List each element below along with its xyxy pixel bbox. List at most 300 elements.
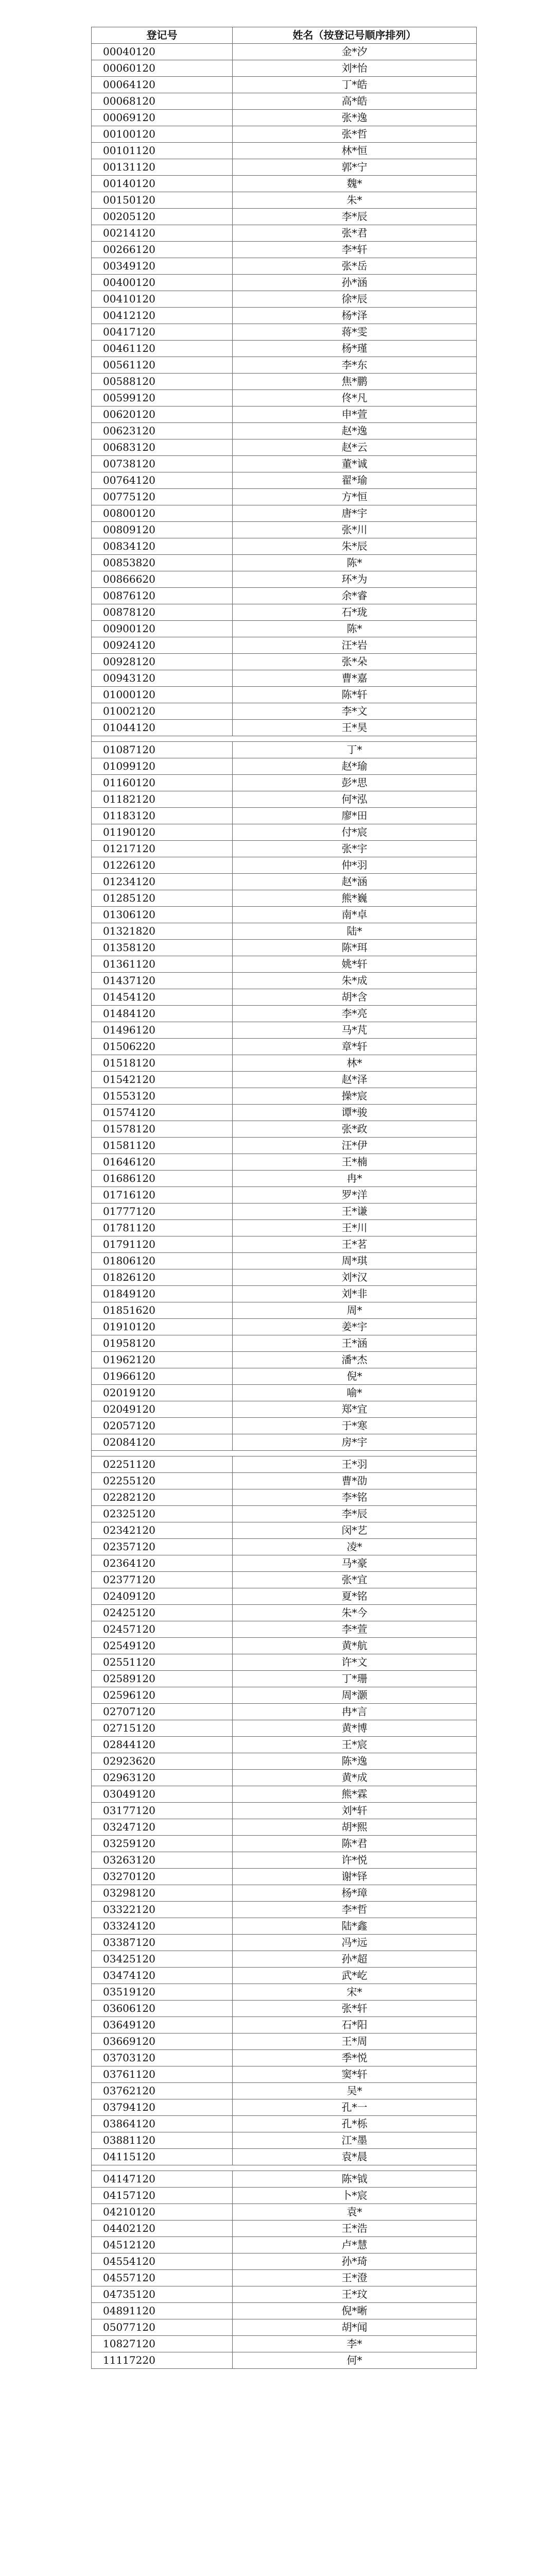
- name-cell: 丁*皓: [233, 77, 477, 93]
- registration-number-cell: 02357120: [92, 1539, 233, 1555]
- name-cell: 陈*钺: [233, 2171, 477, 2188]
- table-row: [92, 126, 477, 143]
- registration-number-cell: 00924120: [92, 637, 233, 654]
- table-row: [92, 654, 477, 670]
- table-row: [92, 357, 477, 374]
- table-row: [92, 1555, 477, 1572]
- registration-number-cell: 02457120: [92, 1621, 233, 1638]
- registration-number-cell: 01581120: [92, 1138, 233, 1154]
- name-cell: 赵*逸: [233, 423, 477, 439]
- table-row: [92, 2149, 477, 2165]
- registration-number-cell: 04554120: [92, 2253, 233, 2270]
- registration-number-cell: 01518120: [92, 1055, 233, 1072]
- table-row: [92, 1836, 477, 1852]
- registration-number-cell: 00809120: [92, 522, 233, 538]
- name-cell: 翟*瑜: [233, 472, 477, 489]
- name-cell: 陈*: [233, 621, 477, 637]
- name-cell: 张*政: [233, 1121, 477, 1138]
- registration-number-cell: 00620120: [92, 406, 233, 423]
- name-cell: 刘*轩: [233, 1803, 477, 1819]
- name-cell: 付*宸: [233, 824, 477, 841]
- table-row: [92, 1852, 477, 1869]
- table-row: [92, 1220, 477, 1236]
- group-separator: [92, 1451, 477, 1456]
- name-cell: 张*哲: [233, 126, 477, 143]
- registration-number-cell: 01553120: [92, 1088, 233, 1105]
- table-row: [92, 258, 477, 275]
- registration-number-cell: 00461120: [92, 341, 233, 357]
- table-row: [92, 1171, 477, 1187]
- registration-number-cell: 03387120: [92, 1935, 233, 1951]
- registration-number-cell: 00100120: [92, 126, 233, 143]
- table-row: [92, 176, 477, 192]
- table-row: [92, 522, 477, 538]
- table-row: [92, 1522, 477, 1539]
- name-cell: 于*寒: [233, 1418, 477, 1434]
- table-row: [92, 1770, 477, 1786]
- table-row: [92, 456, 477, 472]
- registration-number-cell: 04402120: [92, 2221, 233, 2237]
- table-row: [92, 2116, 477, 2132]
- registration-number-cell: 01321820: [92, 923, 233, 940]
- registration-number-cell: 04891120: [92, 2303, 233, 2319]
- registration-number-cell: 01578120: [92, 1121, 233, 1138]
- registration-number-cell: 01099120: [92, 758, 233, 775]
- table-row: [92, 841, 477, 857]
- table-row: [92, 2033, 477, 2050]
- registration-number-cell: 03762120: [92, 2083, 233, 2099]
- table-row: [92, 1869, 477, 1885]
- registration-number-cell: 01217120: [92, 841, 233, 857]
- registration-number-cell: 00140120: [92, 176, 233, 192]
- table-row: [92, 275, 477, 291]
- registration-number-cell: 00069120: [92, 110, 233, 126]
- table-row: [92, 2270, 477, 2286]
- name-cell: 李*辰: [233, 1506, 477, 1522]
- registration-number-cell: 02255120: [92, 1473, 233, 1489]
- table-row: [92, 1204, 477, 1220]
- table-row: [92, 1352, 477, 1368]
- name-cell: 孔*一: [233, 2099, 477, 2116]
- name-cell: 魏*: [233, 176, 477, 192]
- name-cell: 孙*涵: [233, 275, 477, 291]
- registration-number-cell: 03322120: [92, 1902, 233, 1918]
- table-row: [92, 209, 477, 225]
- name-cell: 黄*航: [233, 1638, 477, 1654]
- registration-number-cell: 00853820: [92, 555, 233, 571]
- registration-number-cell: 03606120: [92, 2001, 233, 2017]
- name-cell: 王*周: [233, 2033, 477, 2050]
- registration-number-cell: 00068120: [92, 93, 233, 110]
- name-cell: 李*轩: [233, 242, 477, 258]
- table-row: [92, 324, 477, 341]
- name-cell: 方*恒: [233, 489, 477, 505]
- name-cell: 马*芃: [233, 1022, 477, 1039]
- name-cell: 陈*君: [233, 1836, 477, 1852]
- registration-number-cell: 01234120: [92, 874, 233, 890]
- registration-number-cell: 00561120: [92, 357, 233, 374]
- registration-number-cell: 01574120: [92, 1105, 233, 1121]
- registration-number-cell: 01306120: [92, 907, 233, 923]
- name-cell: 郭*宁: [233, 159, 477, 176]
- table-row: [92, 1006, 477, 1022]
- name-cell: 朱*: [233, 192, 477, 209]
- registration-number-cell: 05077120: [92, 2319, 233, 2336]
- separator-cell: [92, 1451, 477, 1456]
- table-row: [92, 2171, 477, 2188]
- registration-number-cell: 02923620: [92, 1753, 233, 1770]
- table-row: [92, 291, 477, 308]
- name-cell: 李*辰: [233, 209, 477, 225]
- group-separator: [92, 2165, 477, 2171]
- table-row: [92, 1654, 477, 1671]
- table-row: [92, 1319, 477, 1335]
- registration-number-cell: 02364120: [92, 1555, 233, 1572]
- registration-number-cell: 01182120: [92, 791, 233, 808]
- name-cell: 陈*轩: [233, 687, 477, 703]
- registration-number-cell: 00900120: [92, 621, 233, 637]
- name-cell: 李*萱: [233, 1621, 477, 1638]
- table-row: [92, 2188, 477, 2204]
- name-cell: 凌*: [233, 1539, 477, 1555]
- registration-number-cell: 03263120: [92, 1852, 233, 1869]
- registration-number-cell: 00738120: [92, 456, 233, 472]
- table-row: [92, 44, 477, 60]
- name-cell: 熊*巍: [233, 890, 477, 907]
- registration-number-cell: 03519120: [92, 1984, 233, 2001]
- table-row: [92, 703, 477, 720]
- registration-number-cell: 01437120: [92, 973, 233, 989]
- registration-number-cell: 02342120: [92, 1522, 233, 1539]
- registration-number-cell: 01183120: [92, 808, 233, 824]
- registration-number-cell: 03324120: [92, 1918, 233, 1935]
- registration-number-cell: 01958120: [92, 1335, 233, 1352]
- group-separator: [92, 736, 477, 742]
- table-row: [92, 406, 477, 423]
- table-row: [92, 1253, 477, 1269]
- registration-number-cell: 03247120: [92, 1819, 233, 1836]
- table-row: [92, 225, 477, 242]
- table-row: [92, 1918, 477, 1935]
- name-cell: 陆*鑫: [233, 1918, 477, 1935]
- registration-number-cell: 00599120: [92, 390, 233, 406]
- registration-number-cell: 02589120: [92, 1671, 233, 1687]
- registration-number-cell: 01496120: [92, 1022, 233, 1039]
- name-cell: 闵*艺: [233, 1522, 477, 1539]
- name-cell: 卢*慧: [233, 2237, 477, 2253]
- registration-number-cell: 02325120: [92, 1506, 233, 1522]
- table-row: [92, 1605, 477, 1621]
- table-row: [92, 2319, 477, 2336]
- table-row: [92, 1489, 477, 1506]
- name-cell: 刘*怡: [233, 60, 477, 77]
- table-row: [92, 1236, 477, 1253]
- separator-cell: [92, 736, 477, 742]
- name-cell: 刘*汉: [233, 1269, 477, 1286]
- registration-number-cell: 02963120: [92, 1770, 233, 1786]
- name-cell: 倪*: [233, 1368, 477, 1385]
- registration-number-cell: 02425120: [92, 1605, 233, 1621]
- registration-number-cell: 03049120: [92, 1786, 233, 1803]
- name-cell: 廖*田: [233, 808, 477, 824]
- table-row: [92, 1687, 477, 1704]
- name-cell: 朱*今: [233, 1605, 477, 1621]
- table-row: [92, 2303, 477, 2319]
- name-cell: 周*琪: [233, 1253, 477, 1269]
- table-row: [92, 571, 477, 588]
- name-cell: 张*宜: [233, 1572, 477, 1588]
- registration-number-cell: 00417120: [92, 324, 233, 341]
- name-cell: 张*岳: [233, 258, 477, 275]
- registration-number-cell: 00349120: [92, 258, 233, 275]
- name-cell: 冯*远: [233, 1935, 477, 1951]
- table-header-row: [92, 27, 477, 44]
- table-row: [92, 1621, 477, 1638]
- registration-number-cell: 00101120: [92, 143, 233, 159]
- registration-number-cell: 02282120: [92, 1489, 233, 1506]
- name-cell: 宋*: [233, 1984, 477, 2001]
- registration-number-cell: 02084120: [92, 1434, 233, 1451]
- name-cell: 吴*: [233, 2083, 477, 2099]
- name-cell: 汪*伊: [233, 1138, 477, 1154]
- name-cell: 张*逸: [233, 110, 477, 126]
- registration-number-cell: 03761120: [92, 2066, 233, 2083]
- table-row: [92, 1935, 477, 1951]
- name-cell: 孙*超: [233, 1951, 477, 1968]
- registration-number-cell: 01190120: [92, 824, 233, 841]
- registration-number-cell: 04115120: [92, 2149, 233, 2165]
- registration-number-cell: 00400120: [92, 275, 233, 291]
- table-row: [92, 93, 477, 110]
- name-cell: 李*铭: [233, 1489, 477, 1506]
- table-row: [92, 1055, 477, 1072]
- name-cell: 胡*熙: [233, 1819, 477, 1836]
- name-cell: 卜*宸: [233, 2188, 477, 2204]
- registration-number-cell: 01686120: [92, 1171, 233, 1187]
- name-cell: 黄*成: [233, 1770, 477, 1786]
- registration-number-cell: 02409120: [92, 1588, 233, 1605]
- table-row: [92, 2050, 477, 2066]
- table-row: [92, 1456, 477, 1473]
- registration-number-cell: 04147120: [92, 2171, 233, 2188]
- table-row: [92, 1902, 477, 1918]
- name-cell: 马*豪: [233, 1555, 477, 1572]
- table-row: [92, 604, 477, 621]
- table-row: [92, 2066, 477, 2083]
- registration-number-cell: 00064120: [92, 77, 233, 93]
- registration-number-cell: 00060120: [92, 60, 233, 77]
- registration-number-cell: 01285120: [92, 890, 233, 907]
- name-cell: 房*宇: [233, 1434, 477, 1451]
- table-row: [92, 77, 477, 93]
- name-cell: 谭*骏: [233, 1105, 477, 1121]
- table-row: [92, 1473, 477, 1489]
- table-row: [92, 1121, 477, 1138]
- name-cell: 谢*铎: [233, 1869, 477, 1885]
- name-cell: 杨*瑾: [233, 341, 477, 357]
- name-cell: 许*悦: [233, 1852, 477, 1869]
- table-row: [92, 2286, 477, 2303]
- name-cell: 潘*杰: [233, 1352, 477, 1368]
- name-cell: 高*皓: [233, 93, 477, 110]
- name-cell: 何*泓: [233, 791, 477, 808]
- table-row: [92, 1335, 477, 1352]
- table-row: [92, 2099, 477, 2116]
- name-cell: 夏*铭: [233, 1588, 477, 1605]
- table-row: [92, 341, 477, 357]
- registration-number-cell: 02551120: [92, 1654, 233, 1671]
- name-cell: 林*: [233, 1055, 477, 1072]
- table-row: [92, 2017, 477, 2033]
- registration-number-cell: 00683120: [92, 439, 233, 456]
- registration-number-cell: 00876120: [92, 588, 233, 604]
- name-cell: 陈*珥: [233, 940, 477, 956]
- table-row: [92, 1984, 477, 2001]
- name-cell: 冉*: [233, 1171, 477, 1187]
- name-cell: 李*东: [233, 357, 477, 374]
- table-row: [92, 588, 477, 604]
- name-cell: 张*朵: [233, 654, 477, 670]
- registration-number-cell: 00412120: [92, 308, 233, 324]
- registration-number-cell: 10827120: [92, 2336, 233, 2352]
- registration-number-cell: 00775120: [92, 489, 233, 505]
- table-row: [92, 538, 477, 555]
- registration-number-cell: 03669120: [92, 2033, 233, 2050]
- registration-number-cell: 01484120: [92, 1006, 233, 1022]
- registration-number-cell: 01358120: [92, 940, 233, 956]
- registration-number-cell: 03649120: [92, 2017, 233, 2033]
- table-row: [92, 1704, 477, 1720]
- name-cell: 王*澄: [233, 2270, 477, 2286]
- header-name: 姓名（按登记号顺序排列）: [233, 27, 477, 44]
- table-row: [92, 2253, 477, 2270]
- name-cell: 李*: [233, 2336, 477, 2352]
- registration-number-cell: 00928120: [92, 654, 233, 670]
- table-row: [92, 1819, 477, 1836]
- table-row: [92, 1671, 477, 1687]
- name-cell: 董*诚: [233, 456, 477, 472]
- name-cell: 何*: [233, 2352, 477, 2369]
- name-cell: 周*灏: [233, 1687, 477, 1704]
- table-row: [92, 472, 477, 489]
- table-row: [92, 742, 477, 758]
- name-cell: 汪*岩: [233, 637, 477, 654]
- table-row: [92, 1720, 477, 1737]
- registration-number-cell: 00266120: [92, 242, 233, 258]
- table-row: [92, 439, 477, 456]
- table-row: [92, 192, 477, 209]
- name-cell: 丁*: [233, 742, 477, 758]
- name-cell: 徐*辰: [233, 291, 477, 308]
- name-cell: 唐*宇: [233, 505, 477, 522]
- registration-number-cell: 01966120: [92, 1368, 233, 1385]
- table-row: [92, 1638, 477, 1654]
- name-cell: 王*浩: [233, 2221, 477, 2237]
- name-cell: 李*哲: [233, 1902, 477, 1918]
- table-row: [92, 874, 477, 890]
- name-cell: 陈*: [233, 555, 477, 571]
- table-row: [92, 1968, 477, 1984]
- name-cell: 陈*逸: [233, 1753, 477, 1770]
- table-row: [92, 159, 477, 176]
- table-row: [92, 775, 477, 791]
- table-row: [92, 1434, 477, 1451]
- name-cell: 李*文: [233, 703, 477, 720]
- name-cell: 丁*珊: [233, 1671, 477, 1687]
- name-cell: 周*: [233, 1302, 477, 1319]
- name-cell: 朱*辰: [233, 538, 477, 555]
- name-cell: 王*玟: [233, 2286, 477, 2303]
- registration-number-cell: 01781120: [92, 1220, 233, 1236]
- registration-number-cell: 00834120: [92, 538, 233, 555]
- registration-number-cell: 01646120: [92, 1154, 233, 1171]
- table-row: [92, 2204, 477, 2221]
- registration-number-cell: 02251120: [92, 1456, 233, 1473]
- name-cell: 王*茗: [233, 1236, 477, 1253]
- table-row: [92, 1187, 477, 1204]
- table-row: [92, 687, 477, 703]
- table-row: [92, 1022, 477, 1039]
- table-row: [92, 1286, 477, 1302]
- registration-number-cell: 01806120: [92, 1253, 233, 1269]
- table-row: [92, 1368, 477, 1385]
- table-row: [92, 1737, 477, 1753]
- table-row: [92, 242, 477, 258]
- registration-number-cell: 03474120: [92, 1968, 233, 1984]
- name-cell: 喻*: [233, 1385, 477, 1401]
- registration-number-cell: 01044120: [92, 720, 233, 736]
- table-row: [92, 1088, 477, 1105]
- registration-number-cell: 01002120: [92, 703, 233, 720]
- table-row: [92, 791, 477, 808]
- registration-number-cell: 00764120: [92, 472, 233, 489]
- name-cell: 张*川: [233, 522, 477, 538]
- name-cell: 孔*栎: [233, 2116, 477, 2132]
- registration-number-cell: 01506220: [92, 1039, 233, 1055]
- table-row: [92, 670, 477, 687]
- name-cell: 林*恒: [233, 143, 477, 159]
- registration-number-cell: 02377120: [92, 1572, 233, 1588]
- name-cell: 陆*: [233, 923, 477, 940]
- table-row: [92, 907, 477, 923]
- name-cell: 胡*闻: [233, 2319, 477, 2336]
- registration-number-cell: 00150120: [92, 192, 233, 209]
- registration-number-cell: 01087120: [92, 742, 233, 758]
- name-cell: 王*川: [233, 1220, 477, 1236]
- name-cell: 操*宸: [233, 1088, 477, 1105]
- table-row: [92, 1786, 477, 1803]
- table-row: [92, 956, 477, 973]
- name-cell: 袁*: [233, 2204, 477, 2221]
- name-cell: 曹*嘉: [233, 670, 477, 687]
- table-row: [92, 1506, 477, 1522]
- name-cell: 杨*泽: [233, 308, 477, 324]
- registration-number-cell: 04557120: [92, 2270, 233, 2286]
- registration-table: [91, 27, 477, 2369]
- registration-number-cell: 11117220: [92, 2352, 233, 2369]
- table-row: [92, 374, 477, 390]
- name-cell: 王*楠: [233, 1154, 477, 1171]
- registration-number-cell: 00040120: [92, 44, 233, 60]
- registration-number-cell: 03881120: [92, 2132, 233, 2149]
- table-row: [92, 60, 477, 77]
- registration-number-cell: 01000120: [92, 687, 233, 703]
- registration-number-cell: 01454120: [92, 989, 233, 1006]
- registration-number-cell: 03177120: [92, 1803, 233, 1819]
- table-row: [92, 110, 477, 126]
- registration-number-cell: 02596120: [92, 1687, 233, 1704]
- registration-list: [91, 27, 476, 2369]
